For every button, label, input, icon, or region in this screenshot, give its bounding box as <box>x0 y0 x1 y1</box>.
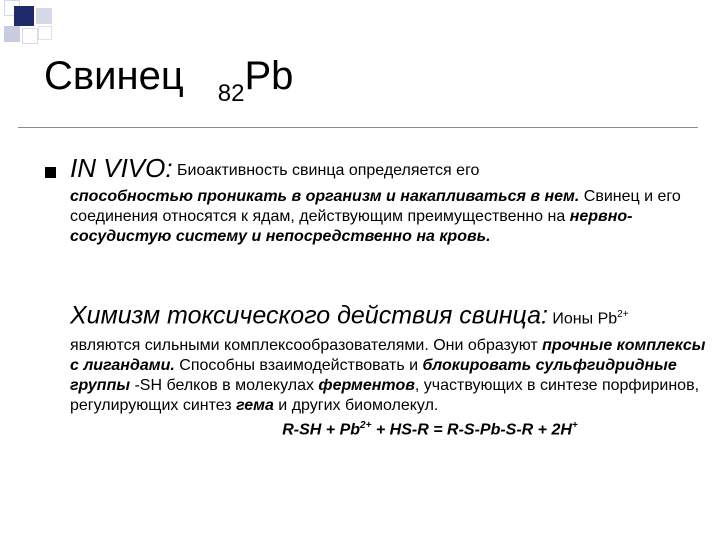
para2-bold-3: ферментов <box>318 377 415 395</box>
title-atomic-number: 82 <box>217 80 245 107</box>
slide-title <box>44 52 293 106</box>
para1-text-1: Биоактивность свинца определяется его <box>172 162 480 179</box>
para2-text-5: , участвующих в синтезе порфиринов, регулирующих синтез <box>70 377 700 415</box>
equation-left-sup: 2+ <box>360 420 372 432</box>
para1-lead: IN VIVO: <box>70 153 173 183</box>
equation-left: R-SH + Pb <box>282 421 361 439</box>
para2-text-1: Ионы Pb <box>547 310 618 328</box>
paragraph-in-vivo <box>70 152 710 247</box>
para1-text-3: . <box>486 228 491 245</box>
reaction-equation <box>70 416 710 440</box>
title-divider <box>18 127 698 128</box>
equation-right-sup: + <box>571 420 578 432</box>
para2-text-2: являются сильными комплексообразователями. Они образуют <box>70 337 543 355</box>
para2-lead: Химизм токсического действия свинца: <box>70 301 548 330</box>
para2-text-1-sup: 2+ <box>617 309 629 320</box>
para1-bold-1: способностью проникать в организм и накапливаться в нем. <box>70 188 580 205</box>
para1-text-2: Свинец и его соединения относятся к ядам, действующим преимущественно на <box>70 188 681 225</box>
para2-text-4: -SH белков в молекулах <box>130 377 319 395</box>
equation-right: + HS-R = R-S-Pb-S-R + 2H <box>371 421 572 439</box>
para1-bold-2: нервно-сосудистую систему и непосредственно на кровь <box>70 208 633 245</box>
para2-text-3: Способны взаимодействовать и <box>174 357 423 375</box>
para2-text-6: и других биомолекул. <box>273 397 439 415</box>
bullet-square-icon <box>45 167 56 178</box>
paragraph-toxic-chemistry <box>70 298 710 441</box>
para2-bold-2: блокировать сульфгидридные группы <box>70 357 677 395</box>
para2-bold-1: прочные комплексы с лигандами. <box>70 337 706 375</box>
para2-bold-4: гема <box>236 397 274 415</box>
title-main: Свинец <box>44 54 184 98</box>
title-symbol: Pb <box>244 54 294 98</box>
